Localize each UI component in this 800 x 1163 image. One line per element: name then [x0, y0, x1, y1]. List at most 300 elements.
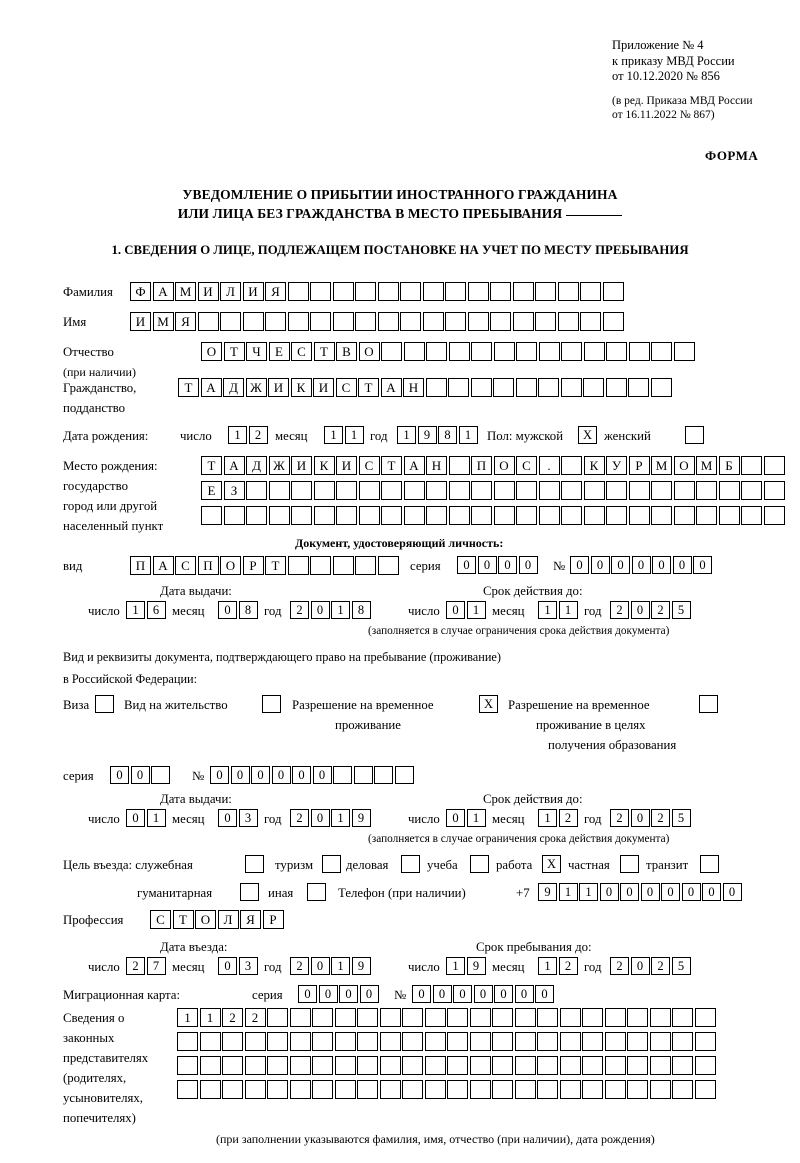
cell[interactable]: 8 [352, 601, 371, 619]
cell[interactable]: Л [218, 910, 239, 929]
cell[interactable]: Ч [246, 342, 267, 361]
cell[interactable]: О [359, 342, 380, 361]
cell[interactable]: С [359, 456, 380, 475]
cell[interactable]: 1 [345, 426, 364, 444]
cell[interactable] [582, 1080, 603, 1099]
cell[interactable]: 2 [651, 957, 670, 975]
cell[interactable]: 5 [672, 957, 691, 975]
cell[interactable] [245, 1032, 266, 1051]
cell[interactable] [335, 1056, 356, 1075]
cell[interactable]: Р [243, 556, 264, 575]
cell[interactable]: 1 [331, 809, 350, 827]
cell[interactable]: 2 [290, 601, 309, 619]
input-doc-issue-month[interactable] [218, 601, 259, 619]
cell[interactable] [580, 312, 601, 331]
input-mc-number[interactable] [412, 985, 556, 1003]
cell[interactable]: О [494, 456, 515, 475]
cell[interactable] [95, 695, 114, 713]
cell[interactable]: О [674, 456, 695, 475]
cell[interactable] [672, 1080, 693, 1099]
cell[interactable] [493, 378, 514, 397]
cell[interactable] [335, 1080, 356, 1099]
cell[interactable]: Т [224, 342, 245, 361]
cell[interactable] [201, 506, 222, 525]
cell[interactable] [515, 1056, 536, 1075]
cell[interactable]: У [606, 456, 627, 475]
cell[interactable] [449, 456, 470, 475]
checkbox-purpose-study[interactable] [470, 855, 489, 873]
cell[interactable] [447, 1008, 468, 1027]
cell[interactable]: 0 [693, 556, 712, 574]
cell[interactable] [695, 1056, 716, 1075]
cell[interactable] [471, 481, 492, 500]
cell[interactable]: 0 [611, 556, 630, 574]
cell[interactable] [515, 1008, 536, 1027]
cell[interactable] [333, 282, 354, 301]
cell[interactable]: 0 [360, 985, 379, 1003]
cell[interactable]: 1 [147, 809, 166, 827]
cell[interactable]: 1 [467, 809, 486, 827]
cell[interactable] [312, 1080, 333, 1099]
cell[interactable] [695, 1008, 716, 1027]
cell[interactable]: 0 [591, 556, 610, 574]
checkbox-purpose-transit[interactable] [700, 855, 719, 873]
cell[interactable] [539, 481, 560, 500]
cell[interactable] [445, 282, 466, 301]
cell[interactable] [333, 556, 354, 575]
cell[interactable] [539, 342, 560, 361]
cell[interactable]: Л [220, 282, 241, 301]
cell[interactable]: А [224, 456, 245, 475]
cell[interactable] [516, 506, 537, 525]
cell[interactable] [355, 556, 376, 575]
cell[interactable]: 0 [298, 985, 317, 1003]
cell[interactable] [378, 312, 399, 331]
cell[interactable]: 0 [210, 766, 229, 784]
cell[interactable] [538, 378, 559, 397]
cell[interactable]: 8 [438, 426, 457, 444]
cell[interactable] [515, 1032, 536, 1051]
cell[interactable] [561, 456, 582, 475]
cell[interactable]: 7 [147, 957, 166, 975]
cell[interactable] [336, 506, 357, 525]
cell[interactable] [537, 1008, 558, 1027]
input-phone[interactable] [538, 883, 743, 901]
cell[interactable] [470, 1080, 491, 1099]
input-profession[interactable] [150, 910, 285, 929]
input-birthplace-line-1[interactable] [201, 456, 786, 475]
cell[interactable]: 2 [290, 957, 309, 975]
cell[interactable]: 0 [110, 766, 129, 784]
cell[interactable]: 0 [446, 601, 465, 619]
input-stay-year[interactable] [610, 957, 692, 975]
cell[interactable] [584, 481, 605, 500]
cell[interactable]: 3 [239, 957, 258, 975]
cell[interactable]: 0 [673, 556, 692, 574]
cell[interactable] [220, 312, 241, 331]
cell[interactable]: Т [201, 456, 222, 475]
input-doc-issue-year[interactable] [290, 601, 372, 619]
cell[interactable] [357, 1056, 378, 1075]
cell[interactable]: А [201, 378, 222, 397]
cell[interactable] [606, 481, 627, 500]
checkbox-purpose-official[interactable] [245, 855, 264, 873]
cell[interactable]: Н [426, 456, 447, 475]
cell[interactable] [380, 1080, 401, 1099]
cell[interactable] [603, 282, 624, 301]
cell[interactable] [381, 481, 402, 500]
cell[interactable]: 0 [313, 766, 332, 784]
cell[interactable] [494, 481, 515, 500]
cell[interactable]: 1 [538, 601, 557, 619]
cell[interactable] [468, 282, 489, 301]
cell[interactable]: 1 [467, 601, 486, 619]
input-birth-day[interactable] [228, 426, 269, 444]
cell[interactable] [741, 456, 762, 475]
input-birth-year[interactable] [397, 426, 479, 444]
cell[interactable] [381, 342, 402, 361]
cell[interactable] [651, 506, 672, 525]
cell[interactable] [177, 1080, 198, 1099]
cell[interactable]: Я [175, 312, 196, 331]
cell[interactable] [269, 506, 290, 525]
cell[interactable] [426, 378, 447, 397]
cell[interactable] [513, 312, 534, 331]
input-permit-issue-month[interactable] [218, 809, 259, 827]
cell[interactable] [603, 312, 624, 331]
cell[interactable]: С [150, 910, 171, 929]
cell[interactable] [395, 766, 414, 784]
cell[interactable]: Д [223, 378, 244, 397]
cell[interactable]: Р [629, 456, 650, 475]
cell[interactable] [447, 1056, 468, 1075]
cell[interactable]: 1 [446, 957, 465, 975]
cell[interactable] [674, 481, 695, 500]
cell[interactable] [471, 378, 492, 397]
cell[interactable] [627, 1056, 648, 1075]
input-doc-issue-day[interactable] [126, 601, 167, 619]
input-entry-month[interactable] [218, 957, 259, 975]
cell[interactable]: 0 [652, 556, 671, 574]
cell[interactable] [494, 342, 515, 361]
checkbox-edu-residence[interactable] [699, 695, 718, 713]
cell[interactable]: 0 [218, 809, 237, 827]
cell[interactable]: 0 [319, 985, 338, 1003]
cell[interactable] [359, 506, 380, 525]
cell[interactable] [447, 1032, 468, 1051]
checkbox-visa[interactable] [95, 695, 114, 713]
cell[interactable] [580, 282, 601, 301]
cell[interactable] [471, 342, 492, 361]
cell[interactable]: 5 [672, 601, 691, 619]
cell[interactable]: И [243, 282, 264, 301]
cell[interactable]: X [542, 855, 561, 873]
cell[interactable]: 1 [559, 883, 578, 901]
cell[interactable]: А [153, 282, 174, 301]
cell[interactable] [445, 312, 466, 331]
cell[interactable]: 2 [610, 809, 629, 827]
cell[interactable]: 9 [418, 426, 437, 444]
cell[interactable] [404, 342, 425, 361]
cell[interactable] [582, 1056, 603, 1075]
cell[interactable] [561, 481, 582, 500]
cell[interactable] [537, 1080, 558, 1099]
cell[interactable] [605, 1008, 626, 1027]
cell[interactable] [333, 766, 352, 784]
cell[interactable]: А [404, 456, 425, 475]
cell[interactable]: 0 [474, 985, 493, 1003]
cell[interactable] [492, 1008, 513, 1027]
cell[interactable]: 0 [723, 883, 742, 901]
cell[interactable] [764, 456, 785, 475]
cell[interactable] [515, 1080, 536, 1099]
cell[interactable] [651, 342, 672, 361]
cell[interactable] [288, 282, 309, 301]
cell[interactable] [605, 1032, 626, 1051]
cell[interactable] [224, 506, 245, 525]
cell[interactable]: 1 [331, 601, 350, 619]
cell[interactable]: 0 [131, 766, 150, 784]
cell[interactable] [425, 1056, 446, 1075]
cell[interactable] [672, 1008, 693, 1027]
cell[interactable] [627, 1080, 648, 1099]
cell[interactable]: М [153, 312, 174, 331]
cell[interactable] [314, 481, 335, 500]
input-permit-issue-year[interactable] [290, 809, 372, 827]
input-permit-number[interactable] [210, 766, 415, 784]
cell[interactable] [198, 312, 219, 331]
cell[interactable]: И [336, 456, 357, 475]
cell[interactable] [561, 378, 582, 397]
cell[interactable]: В [336, 342, 357, 361]
cell[interactable]: 0 [682, 883, 701, 901]
cell[interactable]: 1 [324, 426, 343, 444]
cell[interactable]: И [268, 378, 289, 397]
cell[interactable]: 0 [519, 556, 538, 574]
cell[interactable] [560, 1056, 581, 1075]
cell[interactable] [290, 1008, 311, 1027]
cell[interactable] [374, 766, 393, 784]
input-permit-valid-day[interactable] [446, 809, 487, 827]
input-permit-valid-year[interactable] [610, 809, 692, 827]
checkbox-purpose-work[interactable] [542, 855, 561, 873]
cell[interactable]: О [195, 910, 216, 929]
cell[interactable]: С [336, 378, 357, 397]
cell[interactable]: 1 [331, 957, 350, 975]
cell[interactable]: 0 [311, 957, 330, 975]
cell[interactable]: 9 [538, 883, 557, 901]
input-citizenship[interactable] [178, 378, 673, 397]
cell[interactable]: И [291, 456, 312, 475]
cell[interactable] [560, 1032, 581, 1051]
checkbox-purpose-tourism[interactable] [322, 855, 341, 873]
cell[interactable] [471, 506, 492, 525]
cell[interactable]: Р [263, 910, 284, 929]
cell[interactable] [741, 506, 762, 525]
input-patronymic[interactable] [201, 342, 696, 361]
cell[interactable]: Я [265, 282, 286, 301]
cell[interactable] [425, 1080, 446, 1099]
cell[interactable] [333, 312, 354, 331]
cell[interactable] [605, 1056, 626, 1075]
cell[interactable]: 1 [200, 1008, 221, 1027]
input-entry-day[interactable] [126, 957, 167, 975]
cell[interactable] [402, 1080, 423, 1099]
cell[interactable]: Т [178, 378, 199, 397]
cell[interactable]: 9 [352, 957, 371, 975]
cell[interactable]: 0 [412, 985, 431, 1003]
input-doc-valid-day[interactable] [446, 601, 487, 619]
cell[interactable]: 0 [311, 601, 330, 619]
cell[interactable]: 9 [467, 957, 486, 975]
cell[interactable] [535, 282, 556, 301]
cell[interactable] [222, 1080, 243, 1099]
cell[interactable] [741, 481, 762, 500]
cell[interactable]: 0 [494, 985, 513, 1003]
cell[interactable]: 1 [559, 601, 578, 619]
cell[interactable] [312, 1056, 333, 1075]
cell[interactable]: 8 [239, 601, 258, 619]
input-mc-series[interactable] [298, 985, 380, 1003]
cell[interactable] [699, 695, 718, 713]
cell[interactable] [426, 481, 447, 500]
cell[interactable] [492, 1056, 513, 1075]
cell[interactable] [314, 506, 335, 525]
cell[interactable] [402, 1056, 423, 1075]
cell[interactable]: 2 [559, 809, 578, 827]
cell[interactable] [535, 312, 556, 331]
input-stay-month[interactable] [538, 957, 579, 975]
cell[interactable] [620, 855, 639, 873]
cell[interactable] [222, 1056, 243, 1075]
cell[interactable] [627, 1032, 648, 1051]
checkbox-purpose-business[interactable] [401, 855, 420, 873]
cell[interactable] [312, 1032, 333, 1051]
cell[interactable]: 0 [515, 985, 534, 1003]
cell[interactable] [380, 1056, 401, 1075]
cell[interactable] [291, 481, 312, 500]
input-legal-rep-line-3[interactable] [177, 1056, 717, 1075]
cell[interactable] [449, 506, 470, 525]
cell[interactable] [426, 506, 447, 525]
cell[interactable] [764, 481, 785, 500]
cell[interactable]: 2 [651, 809, 670, 827]
checkbox-purpose-humanitarian[interactable] [240, 883, 259, 901]
cell[interactable]: Е [269, 342, 290, 361]
cell[interactable]: П [471, 456, 492, 475]
cell[interactable]: 2 [126, 957, 145, 975]
cell[interactable] [288, 556, 309, 575]
cell[interactable]: 0 [218, 957, 237, 975]
cell[interactable]: . [539, 456, 560, 475]
cell[interactable] [558, 282, 579, 301]
cell[interactable] [240, 883, 259, 901]
cell[interactable] [354, 766, 373, 784]
cell[interactable] [310, 282, 331, 301]
cell[interactable] [200, 1032, 221, 1051]
cell[interactable] [200, 1080, 221, 1099]
cell[interactable] [492, 1032, 513, 1051]
cell[interactable]: М [696, 456, 717, 475]
cell[interactable]: 5 [672, 809, 691, 827]
cell[interactable] [606, 342, 627, 361]
cell[interactable] [357, 1008, 378, 1027]
cell[interactable]: А [381, 378, 402, 397]
cell[interactable] [651, 481, 672, 500]
input-stay-day[interactable] [446, 957, 487, 975]
cell[interactable] [380, 1032, 401, 1051]
cell[interactable] [490, 282, 511, 301]
cell[interactable] [265, 312, 286, 331]
cell[interactable]: С [291, 342, 312, 361]
cell[interactable]: Ф [130, 282, 151, 301]
cell[interactable] [245, 1056, 266, 1075]
cell[interactable] [245, 855, 264, 873]
cell[interactable] [606, 506, 627, 525]
cell[interactable] [627, 1008, 648, 1027]
cell[interactable] [425, 1008, 446, 1027]
cell[interactable] [672, 1032, 693, 1051]
input-permit-issue-day[interactable] [126, 809, 167, 827]
cell[interactable] [357, 1032, 378, 1051]
cell[interactable] [629, 506, 650, 525]
cell[interactable] [246, 481, 267, 500]
cell[interactable] [558, 312, 579, 331]
cell[interactable] [246, 506, 267, 525]
cell[interactable] [378, 282, 399, 301]
cell[interactable] [426, 342, 447, 361]
cell[interactable]: Т [381, 456, 402, 475]
cell[interactable] [468, 312, 489, 331]
input-doc-kind[interactable] [130, 556, 400, 575]
cell[interactable] [243, 312, 264, 331]
cell[interactable] [222, 1032, 243, 1051]
cell[interactable] [401, 855, 420, 873]
cell[interactable] [629, 481, 650, 500]
cell[interactable] [310, 556, 331, 575]
cell[interactable]: 0 [661, 883, 680, 901]
cell[interactable]: Б [719, 456, 740, 475]
cell[interactable] [650, 1056, 671, 1075]
cell[interactable]: К [291, 378, 312, 397]
cell[interactable] [310, 312, 331, 331]
cell[interactable]: 0 [292, 766, 311, 784]
cell[interactable] [561, 506, 582, 525]
cell[interactable]: Т [358, 378, 379, 397]
cell[interactable]: С [175, 556, 196, 575]
cell[interactable]: 0 [311, 809, 330, 827]
cell[interactable] [560, 1080, 581, 1099]
cell[interactable]: И [130, 312, 151, 331]
cell[interactable]: Ж [246, 378, 267, 397]
cell[interactable]: 0 [478, 556, 497, 574]
cell[interactable]: 0 [126, 809, 145, 827]
cell[interactable]: Ж [269, 456, 290, 475]
cell[interactable] [516, 342, 537, 361]
cell[interactable]: 0 [641, 883, 660, 901]
cell[interactable]: 2 [290, 809, 309, 827]
cell[interactable]: 0 [702, 883, 721, 901]
cell[interactable]: И [313, 378, 334, 397]
input-doc-number[interactable] [570, 556, 714, 574]
cell[interactable] [513, 282, 534, 301]
input-legal-rep-line-2[interactable] [177, 1032, 717, 1051]
cell[interactable]: X [578, 426, 597, 444]
cell[interactable]: К [584, 456, 605, 475]
input-permit-valid-month[interactable] [538, 809, 579, 827]
cell[interactable]: 1 [177, 1008, 198, 1027]
cell[interactable]: 0 [453, 985, 472, 1003]
